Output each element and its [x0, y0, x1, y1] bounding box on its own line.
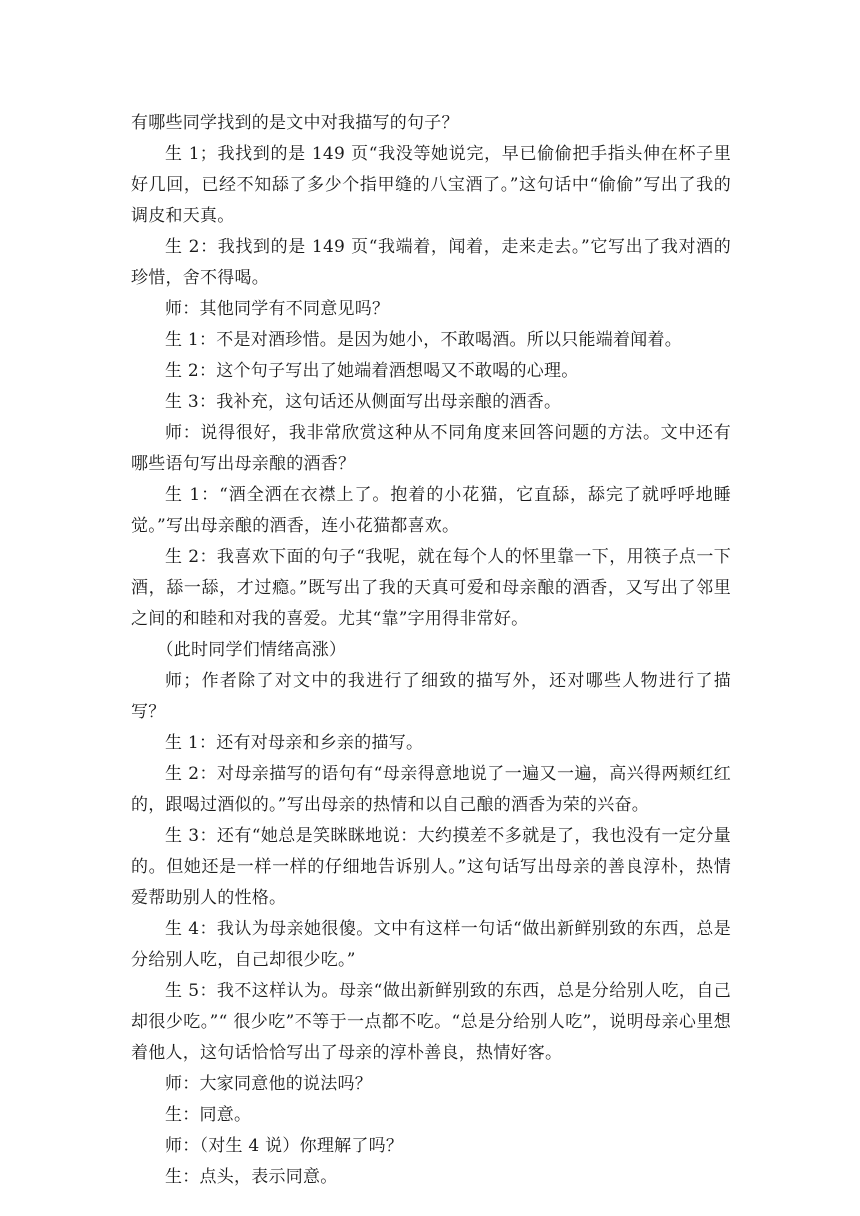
paragraph-teacher-question: 师：其他同学有不同意见吗？	[165, 299, 390, 319]
paragraph-student-4-opinion: 生 4：我认为母亲她很傻。文中有这样一句话“做出新鲜别致的东西，总是分给别人吃，自己却很少吃。”	[131, 919, 731, 970]
paragraph-student-3-reply: 生 3：我补充，这句话还从侧面写出母亲酿的酒香。	[165, 392, 562, 412]
paragraph-student-2-reply: 生 2：这个句子写出了她端着酒想喝又不敢喝的心理。	[165, 361, 579, 381]
document-body	[131, 108, 731, 1193]
paragraph-student-1-answer: 生 1；我找到的是 149 页“我没等她说完，早已偷偷把手指头伸在杯子里好几回，已经不知舔了多少个指甲缝的八宝酒了。”这句话中“偷偷”写出了我的调皮和天真。	[131, 144, 731, 226]
paragraph-student-2-answer: 生 2：我找到的是 149 页“我端着，闻着，走来走去。”它写出了我对酒的珍惜，舍不得喝。	[131, 237, 731, 288]
paragraph-student-5-opinion: 生 5：我不这样认为。母亲“做出新鲜别致的东西，总是分给别人吃，自己却很少吃。”“ 很少吃”不等于一点都不吃。“总是分给别人吃”，说明母亲心里想着他人，这句话恰恰写出了母亲的淳朴善良，热情好客。	[131, 981, 731, 1063]
paragraph-student-1-reply: 生 1：不是对酒珍惜。是因为她小，不敢喝酒。所以只能端着闻着。	[165, 330, 682, 350]
paragraph-question: 有哪些同学找到的是文中对我描写的句子？	[131, 113, 459, 133]
paragraph-student-1-characters: 生 1：还有对母亲和乡亲的描写。	[165, 733, 424, 753]
paragraph-student-2-mother: 生 2：对母亲描写的语句有“母亲得意地说了一遍又一遍，高兴得两颊红红的，跟喝过酒似的。”写出母亲的热情和以自己酿的酒香为荣的兴奋。	[131, 764, 731, 815]
paragraph-student-agree: 生：同意。	[165, 1105, 252, 1125]
paragraph-student-nod: 生：点头，表示同意。	[165, 1167, 338, 1187]
paragraph-teacher-praise: 师：说得很好，我非常欣赏这种从不同角度来回答问题的方法。文中还有哪些语句写出母亲酿的酒香？	[131, 423, 731, 474]
paragraph-student-2-quote: 生 2：我喜欢下面的句子“我呢，就在每个人的怀里靠一下，用筷子点一下酒，舔一舔，才过瘾。”既写出了我的天真可爱和母亲酿的酒香，又写出了邻里之间的和睦和对我的喜爱。尤其“靠”字用得非常好。	[131, 547, 731, 629]
paragraph-teacher-to-student-4: 师：（对生 4 说）你理解了吗？	[165, 1136, 404, 1156]
paragraph-teacher-prompt: 师；作者除了对文中的我进行了细致的描写外，还对哪些人物进行了描写？	[131, 671, 731, 722]
paragraph-stage-note: （此时同学们情绪高涨）	[156, 640, 347, 660]
paragraph-student-1-quote: 生 1：“酒全洒在衣襟上了。抱着的小花猫，它直舔，舔完了就呼呼地睡觉。”写出母亲酿的酒香，连小花猫都喜欢。	[131, 485, 731, 536]
paragraph-teacher-ask-agree: 师：大家同意他的说法吗？	[165, 1074, 372, 1094]
paragraph-student-3-mother: 生 3：还有“她总是笑眯眯地说：大约摸差不多就是了，我也没有一定分量的。但她还是一样一样的仔细地告诉别人。”这句话写出母亲的善良淳朴，热情爱帮助别人的性格。	[131, 826, 731, 908]
